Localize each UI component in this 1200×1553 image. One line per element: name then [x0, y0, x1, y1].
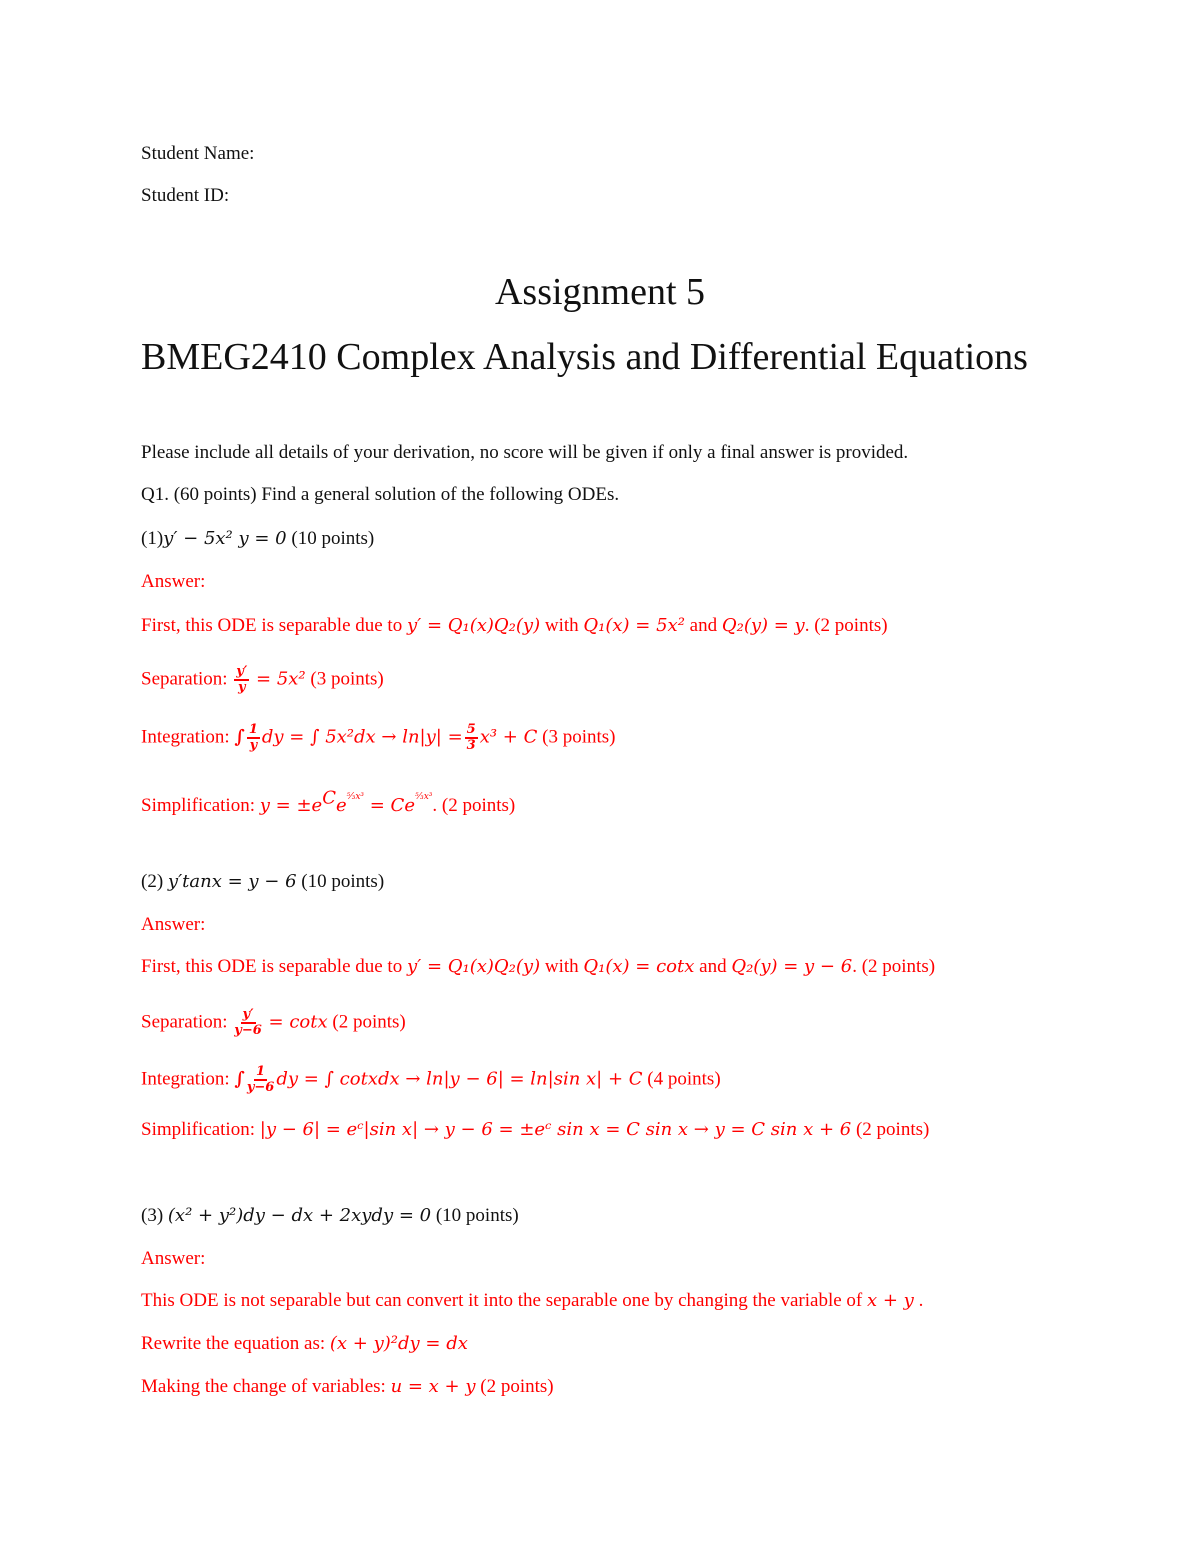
text: and [694, 956, 732, 977]
math: u = x + y [390, 1376, 476, 1397]
math: x + y [867, 1290, 914, 1311]
answer-line-separable [141, 614, 888, 638]
course-title: BMEG2410 Complex Analysis and Differential Equations [141, 336, 1028, 378]
text: Separation: [141, 668, 233, 690]
answer-line-simplification [141, 785, 515, 818]
answer-line-simplification [141, 1118, 929, 1142]
math: = 5x² [256, 668, 306, 690]
answer-line-rewrite [141, 1332, 468, 1356]
problem-label: (1) [141, 528, 164, 549]
text: First, this ODE is separable due to [141, 615, 407, 636]
math: y′ = Q₁(x)Q₂(y) [406, 615, 541, 636]
numerator: y′ [242, 1007, 254, 1022]
math: = Ce [364, 795, 415, 816]
text: Simplification: [141, 1119, 260, 1140]
numerator: y′ [236, 664, 248, 679]
fraction [247, 723, 260, 753]
text: Separation: [141, 1011, 233, 1033]
points: (2 points) [327, 1011, 406, 1033]
text: First, this ODE is separable due to [141, 956, 407, 977]
math: Q₂(y) = y [721, 615, 805, 636]
student-name-label: Student Name: [141, 143, 255, 164]
fraction [234, 1008, 262, 1038]
math: x³ + C [479, 726, 538, 748]
math: |y − 6| = eᶜ|sin x| → y − 6 = ±eᶜ sin x = C sin x → y = C sin x + 6 [259, 1119, 852, 1140]
problem-label: (3) [141, 1205, 168, 1226]
points: (3 points) [537, 726, 616, 748]
student-id-label: Student ID: [141, 185, 230, 206]
text: and [684, 615, 722, 636]
text: This ODE is not separable but can convert it into the separable one by changing the variable of [141, 1290, 867, 1311]
math: dy = ∫ 5x²dx → ln|y| = [261, 726, 463, 748]
math: (x + y)²dy = dx [329, 1333, 468, 1354]
text: Integration: [141, 1068, 235, 1090]
text: Making the change of variables: [141, 1376, 391, 1397]
integral-sign: ∫ [234, 726, 245, 748]
question-1-heading: Q1. (60 points) Find a general solution of the following ODEs. [141, 484, 620, 505]
answer-label: Answer: [141, 1248, 206, 1269]
equation: y′ − 5x² y = 0 [163, 528, 287, 549]
math: = cotx [268, 1011, 328, 1033]
points: (4 points) [642, 1068, 721, 1090]
math: Q₁(x) = 5x² [583, 615, 685, 636]
answer-label: Answer: [141, 571, 206, 592]
fraction [234, 665, 249, 695]
integral-sign: ∫ [234, 1068, 245, 1090]
denominator: y [237, 680, 246, 695]
numerator: 1 [248, 722, 258, 737]
exponent: ⁵⁄₃x³ [346, 792, 365, 802]
answer-line-separation [141, 1008, 406, 1038]
text: Integration: [141, 726, 235, 748]
answer-line-integration [141, 723, 616, 753]
answer-label: Answer: [141, 914, 206, 935]
problem-label: (2) [141, 871, 168, 892]
exponent: ⁵⁄₃x³ [414, 792, 433, 802]
problem-1-statement [141, 527, 374, 551]
math: Q₁(x) = cotx [583, 956, 695, 977]
answer-line-integration [141, 1065, 721, 1095]
problem-3-statement [141, 1204, 519, 1228]
text: with [540, 615, 584, 636]
fraction [465, 723, 478, 753]
denominator: y−6 [234, 1023, 262, 1038]
points: (10 points) [431, 1205, 519, 1226]
numerator: 5 [466, 722, 476, 737]
text: Rewrite the equation as: [141, 1333, 330, 1354]
points: (10 points) [296, 871, 385, 892]
numerator: 1 [256, 1064, 266, 1079]
answer-line-separable [141, 955, 935, 979]
answer-line-not-separable [141, 1289, 923, 1313]
math: y′ = Q₁(x)Q₂(y) [406, 956, 541, 977]
math: e [335, 795, 347, 816]
text: Simplification: [141, 795, 260, 816]
page-title: Assignment 5 [494, 271, 706, 313]
answer-line-separation [141, 665, 384, 695]
points: (10 points) [291, 528, 375, 549]
points: (3 points) [305, 668, 384, 690]
equation: y′tanx = y − 6 [167, 871, 297, 892]
points: (2 points) [851, 1119, 930, 1140]
instructions: Please include all details of your derivation, no score will be given if only a final answer is provided. [141, 442, 909, 463]
math: y = ±e [259, 795, 323, 816]
denominator: y−6 [246, 1080, 275, 1095]
answer-line-substitution [141, 1375, 554, 1399]
text: . [913, 1290, 924, 1311]
text: . (2 points) [852, 956, 936, 977]
fraction [247, 1065, 275, 1095]
text: . (2 points) [804, 615, 888, 636]
points: . (2 points) [432, 795, 516, 816]
exponent: C [322, 787, 336, 809]
math: dy = ∫ cotxdx → ln|y − 6| = ln|sin x| + C [276, 1068, 643, 1090]
text: with [540, 956, 584, 977]
math: Q₂(y) = y − 6 [731, 956, 853, 977]
denominator: 3 [466, 738, 476, 753]
equation: (x² + y²)dy − dx + 2xydy = 0 [167, 1205, 432, 1226]
denominator: y [249, 738, 258, 753]
problem-2-statement [141, 870, 384, 894]
points: (2 points) [475, 1376, 554, 1397]
